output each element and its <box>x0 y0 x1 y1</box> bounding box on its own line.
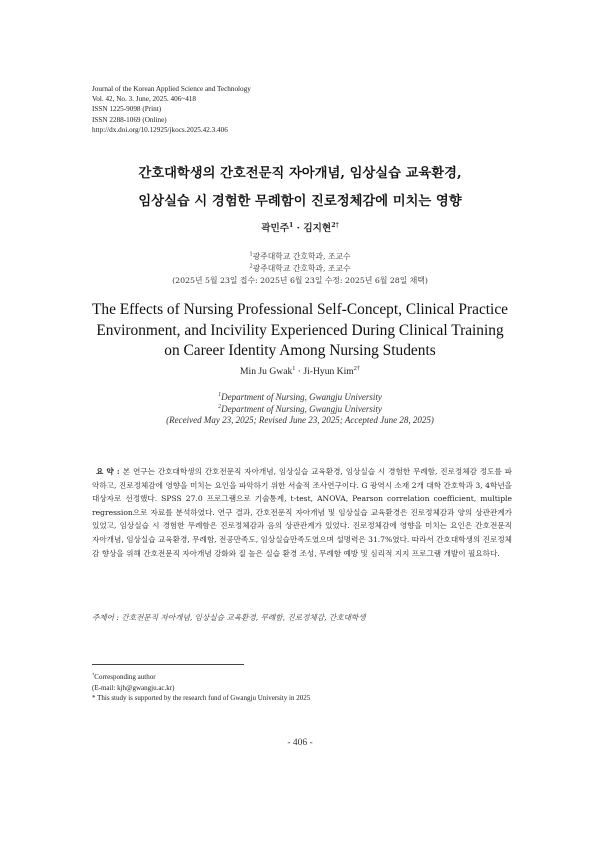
authors-korean <box>0 220 600 234</box>
authors-english <box>0 366 600 377</box>
affiliation2-en <box>0 404 600 416</box>
title-english-line1: The Effects of Nursing Professional Self-Concept, Clinical Practice <box>91 301 508 318</box>
affiliations-english <box>0 392 600 427</box>
affiliation1-text-en: Department of Nursing, Gwangju University <box>221 392 382 402</box>
title-english <box>80 300 520 362</box>
affiliation1-text-ko: 광주대학교 간호학과, 조교수 <box>252 252 351 261</box>
title-korean-line2: 임상실습 시 경험한 무례함이 진로정체감에 미치는 영향 <box>138 194 462 209</box>
corresponding-text: Corresponding author <box>94 673 156 681</box>
corresponding-author <box>92 672 310 683</box>
doi-link[interactable]: http://dx.doi.org/10.12925/jkocs.2025.42.3.406 <box>92 125 228 134</box>
author2-mark-en: 2† <box>353 364 360 372</box>
author-separator-ko: · <box>293 223 304 234</box>
title-korean-line1: 간호대학생의 간호전문직 자아개념, 임상실습 교육환경, <box>138 166 462 181</box>
affiliations-korean <box>0 251 600 287</box>
dates-ko: (2025년 5월 23일 접수: 2025년 6월 23일 수정: 2025년 6월 28일 채택) <box>172 276 428 285</box>
affiliation2-text-ko: 광주대학교 간호학과, 조교수 <box>252 264 351 273</box>
affiliation1-mark-ko: 1 <box>249 251 253 258</box>
issn-online: ISSN 2288-1069 (Online) <box>92 115 167 124</box>
journal-meta <box>92 84 251 135</box>
dates-en: (Received May 23, 2025; Revised June 23, 2025; Accepted June 28, 2025) <box>166 415 434 425</box>
author2-name-en: Ji-Hyun Kim <box>303 366 354 377</box>
issn-print: ISSN 1225-9098 (Print) <box>92 105 162 114</box>
title-korean <box>60 160 540 216</box>
title-english-line2: Environment, and Incivility Experienced During Clinical Training <box>96 321 504 339</box>
abstract <box>92 465 512 560</box>
corresponding-email[interactable]: (E-mail: kjh@gwangju.ac.kr) <box>92 683 175 692</box>
author1-mark-en: 1 <box>292 364 296 372</box>
journal-name: Journal of the Korean Applied Science and Technology <box>92 85 251 93</box>
volume-line: Vol. 42, No. 3. June, 2025. 406~418 <box>92 95 196 104</box>
affiliation2-text-en: Department of Nursing, Gwangju University <box>221 403 382 414</box>
affiliation1-en <box>0 392 600 404</box>
abstract-text: 본 연구는 간호대학생의 간호전문직 자아개념, 임상실습 교육환경, 임상실습 시 경험한 무례함, 진로정체감 정도를 파악하고, 진로정체감에 영향을 미치는 요인을 파악하기 위한 서술적 조사연구이다. G 광역시 소재 2개 대학 간호학과 3, 4학년을 대상자로 선정했다. SPSS 27.0 프로그램으로 기술통계, t-test, ANOVA, Pearson correlation coefficient, multiple regression으로 자료를 분석하였다. 연구 결과, 간호전문직 자아개념 및 임상실습 교육환경은 진로정체감과 양의 상관관계가 있었고, 임상실습 시 경험한 무례함은 진로정체감과 음의 상관관계가 있었다. 진로정체감에 영향을 미치는 요인은 간호전문직 자아개념, 임상실습 교육환경, 무례함, 전공만족도, 임상실습만족도였으며 설명력은 31.7%였다. 따라서 간호대학생의 진로정체감 향상을 위해 간호전문직 자아개념 강화와 질 높은 실습 환경 조성, 무례함 예방 및 심리적 지지 프로그램 개발이 필요하다. <box>92 467 513 558</box>
title-english-line3: on Career Identity Among Nursing Students <box>164 342 436 359</box>
funding-note: * This study is supported by the research fund of Gwangju University in 2025 <box>92 694 311 702</box>
author2-name-ko: 김지현 <box>303 223 332 234</box>
footnotes <box>92 672 310 704</box>
affiliation2-ko <box>0 263 600 275</box>
author1-mark-ko: 1 <box>289 221 294 229</box>
abstract-label: 요 약 : <box>96 467 123 476</box>
affiliation2-mark-ko: 2 <box>249 263 253 270</box>
author1-name-en: Min Ju Gwak <box>240 366 293 377</box>
author2-mark-ko: 2† <box>331 221 339 229</box>
affiliation2-mark-en: 2 <box>218 403 222 410</box>
corresponding-mark: † <box>92 671 95 677</box>
author-separator-en: · <box>295 366 304 377</box>
affiliation1-mark-en: 1 <box>218 392 222 398</box>
page-number: - 406 - <box>287 738 313 748</box>
footnote-divider <box>92 664 244 665</box>
affiliation1-ko <box>0 251 600 263</box>
author1-name-ko: 곽민주 <box>261 223 289 234</box>
keywords: 주제어 : 간호전문직 자아개념, 임상실습 교육환경, 무례함, 진로정체감, 간호대학생 <box>92 613 366 622</box>
